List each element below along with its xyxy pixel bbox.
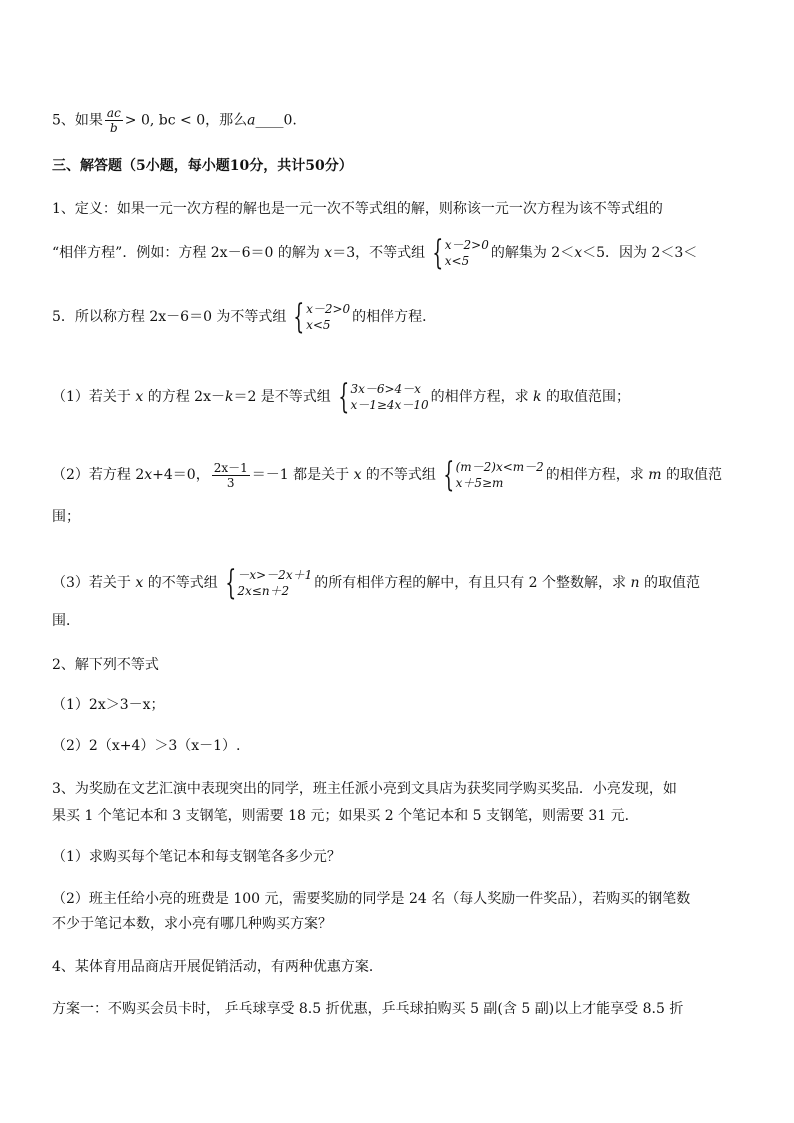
p3-line2: 果买 1 个笔记本和 3 支钢笔，则需要 18 元；如果买 2 个笔记本和 5 支钢笔，则需要 31 元．: [52, 808, 639, 824]
q5-prefix: 5、如果: [52, 112, 103, 129]
p3-q2-line1: （2）班主任给小亮的班费是 100 元，需要奖励的同学是 24 名（每人奖励一件奖品），若购买的钢笔数: [52, 891, 691, 907]
s1-c: ＝2 是不等式组: [233, 389, 331, 405]
s3-row2: 2x≤n＋2: [237, 584, 290, 598]
p1-line2-c: 的解集为 2＜: [490, 245, 575, 261]
p2-title: 2、解下列不等式: [52, 657, 159, 673]
s2-row2: x＋5≥m: [455, 476, 504, 490]
p3-q2-line2: 不少于笔记本数，求小亮有哪几种购买方案？: [52, 916, 332, 932]
s1-k2: k: [533, 389, 542, 405]
p4-title: 4、某体育用品商店开展促销活动，有两种优惠方案．: [52, 959, 383, 975]
p1-system-a: [427, 233, 489, 273]
p1-line2: [52, 233, 698, 273]
q5-frac-num: ac: [106, 106, 121, 120]
s2-d: 的不等式组: [361, 467, 436, 483]
s1-a: （1）若关于: [52, 389, 136, 405]
brace-icon: {: [225, 563, 236, 603]
p1-sysB-row1: x－2>0: [306, 302, 351, 316]
p2-item2: （2）2（x+4）＞3（x－1）.: [52, 738, 241, 754]
p1-sub1: [52, 377, 630, 417]
s3-a: （3）若关于: [52, 575, 136, 591]
p1-line2-x: x: [324, 245, 333, 261]
p1-sub3-line2: 围．: [52, 613, 80, 629]
s2-a: （2）若方程 2: [52, 467, 145, 483]
question-5-line: [52, 106, 297, 135]
p4-plan1: 方案一：不购买会员卡时， 乒乓球享受 8.5 折优惠，乒乓球拍购买 5 副(含 5 副)以上才能享受 8.5 折: [52, 1001, 684, 1017]
q5-end: 0.: [283, 112, 297, 129]
s2-f: 的取值范: [661, 467, 722, 483]
s1-e: 的取值范围；: [541, 389, 630, 405]
s2-fraction: [212, 461, 250, 490]
s1-row1: 3x－6>4－x: [350, 382, 421, 396]
q5-fraction: [105, 106, 123, 135]
s2-c: ＝－1 都是关于: [251, 467, 354, 483]
s3-x: x: [135, 575, 144, 591]
p1-line2-x2: x: [574, 245, 583, 261]
p1-line1: 1、定义：如果一元一次方程的解也是一元一次不等式组的解，则称该一元一次方程为该不等式组的: [52, 201, 663, 217]
p1-sub3: [52, 563, 700, 603]
p3-q1: （1）求购买每个笔记本和每支钢笔各多少元？: [52, 849, 341, 865]
s2-frac-num: 2x－1: [213, 460, 248, 475]
s2-row1: (m－2)x<m－2: [455, 460, 544, 474]
p1-line3-b: 的相伴方程．: [352, 309, 437, 325]
s1-b: 的方程 2x－: [143, 389, 225, 405]
s2-x2: x: [353, 467, 362, 483]
s1-row2: x－1≥4x－10: [350, 398, 429, 412]
p1-sysB-row2: x<5: [306, 318, 331, 332]
s3-b: 的不等式组: [143, 575, 218, 591]
brace-icon: {: [338, 377, 350, 417]
brace-icon: {: [293, 297, 305, 337]
s3-system: [220, 563, 313, 603]
s1-system: [333, 377, 429, 417]
s2-e: 的相伴方程，求: [545, 467, 649, 483]
p1-sub2: [52, 455, 722, 495]
s2-b: +4＝0，: [152, 467, 210, 483]
p1-line2-a: “相伴方程”．例如：方程 2x－6＝0 的解为: [52, 245, 325, 261]
brace-icon: {: [432, 233, 444, 273]
s3-c: 的所有相伴方程的解中，有且只有 2 个整数解，求: [314, 575, 631, 591]
s3-row1: －x>－2x＋1: [237, 568, 313, 582]
p2-item1: （1）2x＞3－x；: [52, 697, 165, 713]
q5-condition: > 0, bc < 0，那么: [124, 112, 248, 129]
p1-sub2-line2: 围；: [52, 509, 80, 525]
s1-k: k: [224, 389, 234, 405]
p1-system-b: [288, 297, 351, 337]
s1-d: 的相伴方程，求: [430, 389, 534, 405]
p1-line3-a: 5．所以称方程 2x－6＝0 为不等式组: [52, 309, 287, 325]
s1-x: x: [135, 389, 144, 405]
s2-system: [438, 455, 544, 495]
s2-frac-den: 3: [226, 475, 235, 490]
section-3-title: 三、解答题（5小题，每小题10分，共计50分）: [52, 158, 353, 174]
p1-line2-b: ＝3，不等式组: [332, 245, 426, 261]
s3-d: 的取值范: [639, 575, 700, 591]
q5-answer-blank[interactable]: ____: [255, 112, 284, 129]
p1-line3: [52, 297, 437, 337]
s2-m: m: [648, 467, 662, 483]
brace-icon: {: [443, 455, 455, 495]
q5-var: a: [247, 112, 256, 129]
s2-x: x: [144, 467, 153, 483]
p1-sysA-row2: x<5: [444, 254, 470, 268]
p3-line1: 3、为奖励在文艺汇演中表现突出的同学，班主任派小亮到文具店为获奖同学购买奖品．小亮发现，如: [52, 781, 677, 797]
p1-sysA-row1: x－2>0: [444, 238, 489, 252]
p1-line2-d: ＜5．因为 2＜3＜: [582, 245, 698, 261]
s3-n: n: [630, 575, 640, 591]
q5-frac-den: b: [110, 121, 118, 135]
